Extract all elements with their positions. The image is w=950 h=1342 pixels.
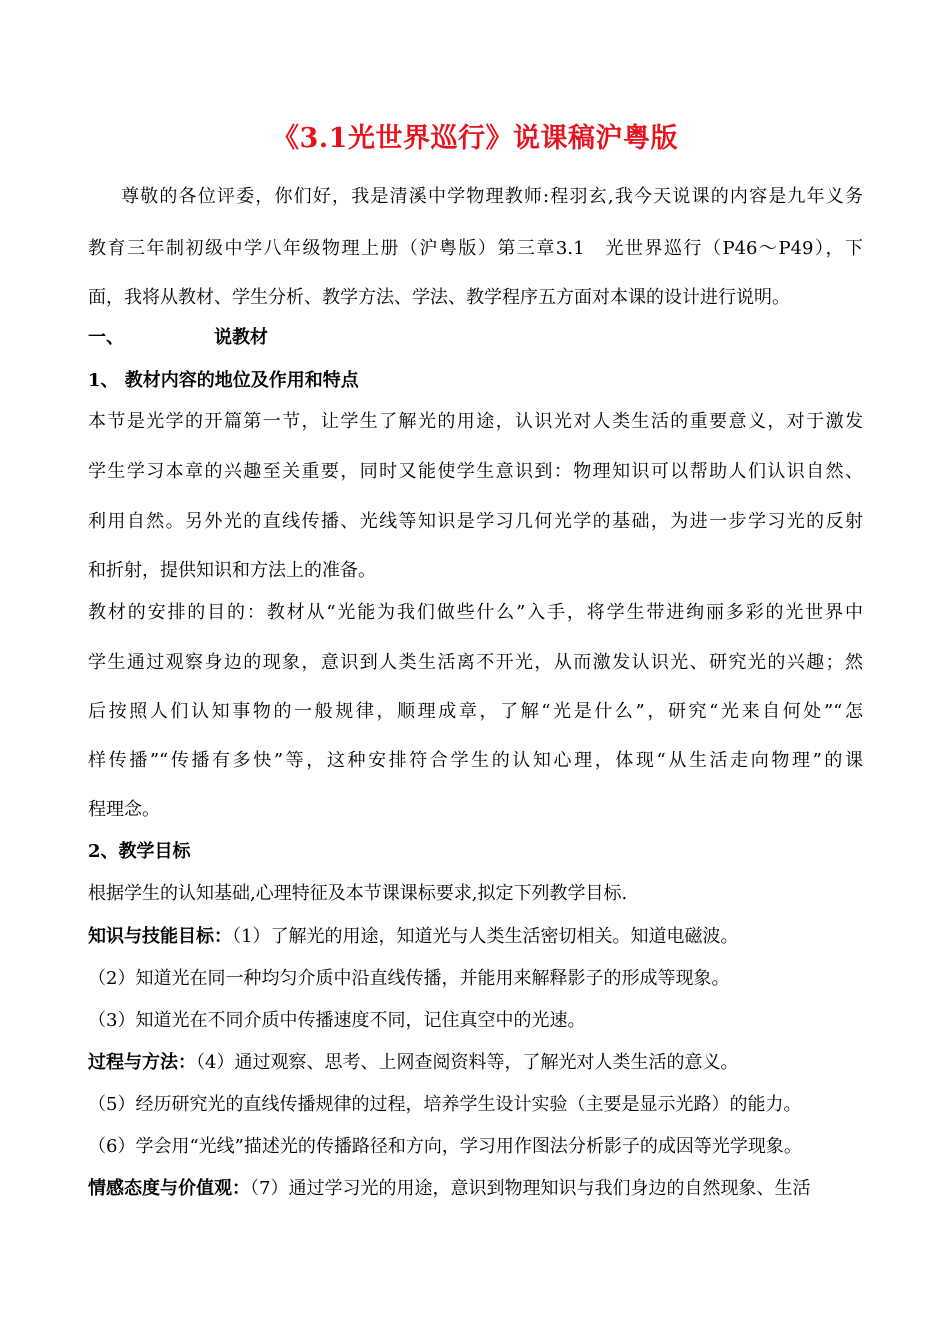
para2-line-4: 样传播”“传播有多快”等，这种安排符合学生的认知心理，体现“从生活走向物理”的课 (88, 750, 863, 771)
knowledge-goal-1: （1）了解光的用途，知道光与人类生活密切相关。知道电磁波。 (232, 926, 739, 947)
process-goal-6: （6）学会用“光线”描述光的传播路径和方向，学习用作图法分析影子的成因等光学现象。 (88, 1136, 802, 1157)
emotion-goal-line (88, 1177, 863, 1201)
para2-line-1: 教材的安排的目的：教材从“光能为我们做些什么”入手，将学生带进绚丽多彩的光世界中 (88, 602, 863, 623)
para1-line-4: 和折射，提供知识和方法上的准备。 (88, 560, 376, 581)
para1-line-3: 利用自然。另外光的直线传播、光线等知识是学习几何光学的基础，为进一步学习光的反射 (88, 511, 863, 532)
knowledge-goal-2: （2）知道光在同一种均匀介质中沿直线传播，并能用来解释影子的形成等现象。 (88, 968, 730, 989)
para2-line-5: 程理念。 (88, 799, 160, 820)
intro-line-2: 教育三年制初级中学八年级物理上册（沪粤版）第三章3.1 光世界巡行（P46～P49），下 (88, 238, 863, 259)
para2-line-2: 学生通过观察身边的现象，意识到人类生活离不开光，从而激发认识光、研究光的兴趣；然 (88, 652, 863, 673)
process-goal-4: （4）通过观察、思考、上网查阅资料等，了解光对人类生活的意义。 (196, 1052, 739, 1073)
process-goal-line (88, 1051, 863, 1075)
goals-intro: 根据学生的认知基础,心理特征及本节课课标要求,拟定下列教学目标. (88, 883, 628, 904)
section-number: 一、 (88, 327, 124, 348)
intro-line-3: 面，我将从教材、学生分析、教学方法、学法、教学程序五方面对本课的设计进行说明。 (88, 287, 790, 308)
section-title: 说教材 (214, 327, 268, 348)
emotion-goal-7: （7）通过学习光的用途，意识到物理知识与我们身边的自然现象、生活 (250, 1178, 811, 1199)
document-title: 《3.1光世界巡行》说课稿沪粤版 (272, 123, 678, 154)
knowledge-label: 知识与技能目标： (88, 926, 232, 947)
knowledge-goal-3: （3）知道光在不同介质中传播速度不同，记住真空中的光速。 (88, 1010, 586, 1031)
process-goal-5: （5）经历研究光的直线传播规律的过程，培养学生设计实验（主要是显示光路）的能力。 (88, 1094, 802, 1115)
knowledge-goal-line (88, 925, 863, 949)
section-heading-1 (88, 326, 863, 350)
emotion-label: 情感态度与价值观： (88, 1178, 250, 1199)
intro-line-1: 尊敬的各位评委，你们好，我是清溪中学物理教师:程羽玄,我今天说课的内容是九年义务 (121, 186, 863, 207)
para1-line-2: 学生学习本章的兴趣至关重要，同时又能使学生意识到：物理知识可以帮助人们认识自然、 (88, 461, 863, 482)
para2-line-3: 后按照人们认知事物的一般规律，顺理成章，了解“光是什么”，研究“光来自何处”“怎 (88, 701, 863, 722)
subsection-heading-1: 1、 教材内容的地位及作用和特点 (88, 370, 359, 391)
subsection-heading-2: 2、教学目标 (88, 841, 191, 862)
process-label: 过程与方法： (88, 1052, 196, 1073)
para1-line-1: 本节是光学的开篇第一节，让学生了解光的用途，认识光对人类生活的重要意义，对于激发 (88, 411, 863, 432)
